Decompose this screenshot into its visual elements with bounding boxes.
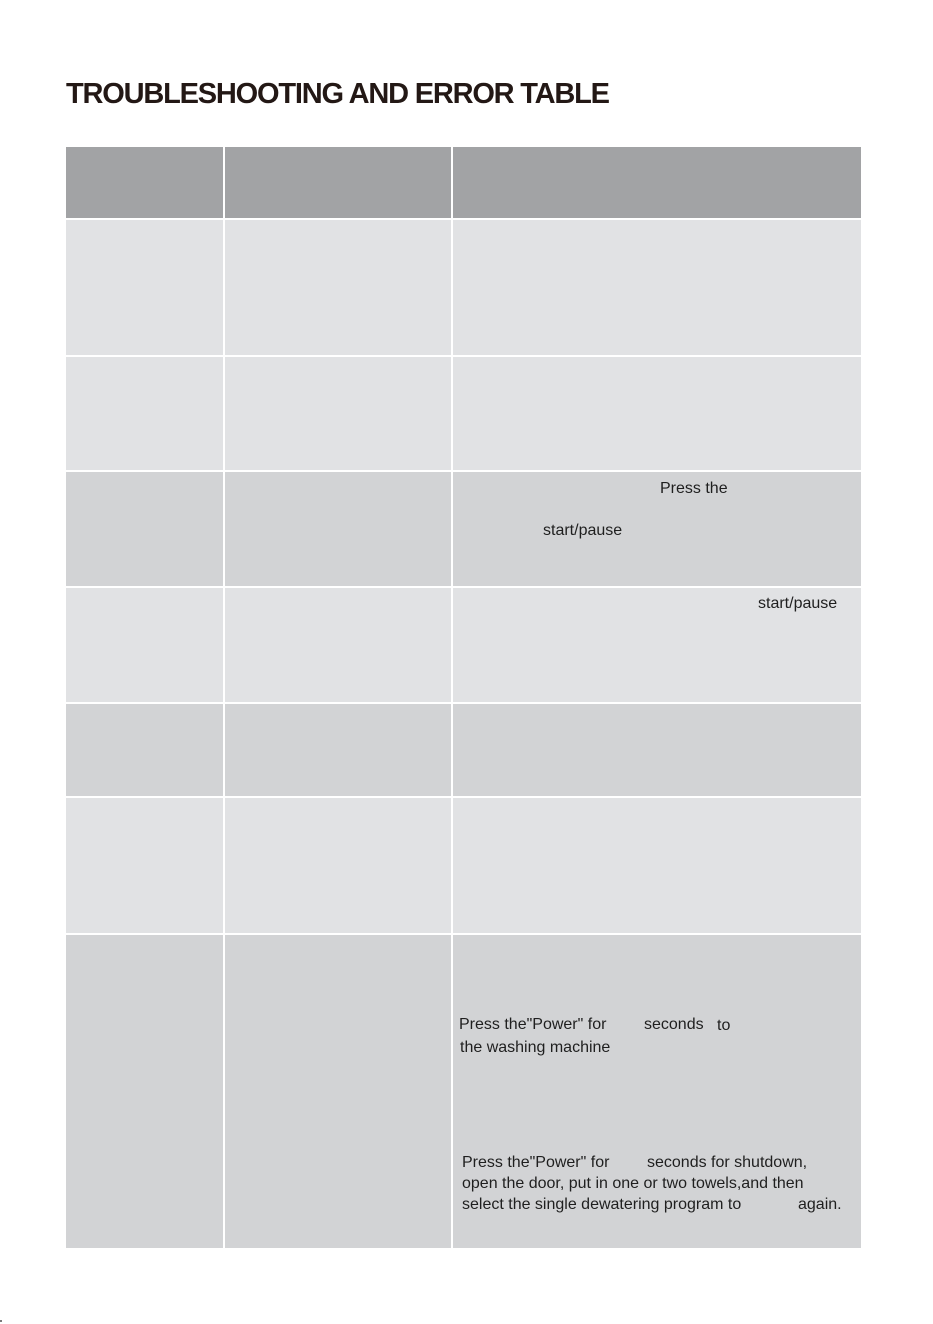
table-cell-solution [453, 472, 861, 588]
table-cell-code [66, 472, 225, 588]
page-corner-mark [0, 1320, 2, 1322]
solution-text-fragment: seconds [644, 1016, 704, 1033]
table-cell-cause [225, 357, 453, 472]
table-cell-cause [225, 935, 453, 1250]
table-cell-solution [453, 220, 861, 357]
solution-text-fragment: to [717, 1017, 731, 1034]
solution-text-fragment: Press the"Power" for [462, 1154, 610, 1171]
table-cell-code [66, 588, 225, 704]
table-cell-code [66, 220, 225, 357]
page-title: TROUBLESHOOTING AND ERROR TABLE [66, 78, 609, 110]
table-cell-code [66, 357, 225, 472]
solution-text-fragment: the washing machine [460, 1039, 611, 1056]
header-cell-error [66, 147, 225, 220]
table-cell-cause [225, 472, 453, 588]
table-cell-cause [225, 220, 453, 357]
table-cell-code [66, 798, 225, 935]
troubleshooting-table [66, 147, 861, 1250]
table-cell-solution [453, 798, 861, 935]
header-cell-solution [453, 147, 861, 220]
header-cell-cause [225, 147, 453, 220]
table-cell-cause [225, 704, 453, 798]
solution-text-fragment: open the door, put in one or two towels,and then [462, 1175, 804, 1192]
solution-text-fragment: again. [798, 1196, 842, 1213]
solution-text-fragment: start/pause [543, 522, 623, 539]
solution-text-fragment: seconds for shutdown, [647, 1154, 808, 1171]
table-cell-cause [225, 588, 453, 704]
table-cell-solution [453, 704, 861, 798]
table-cell-solution [453, 935, 861, 1250]
table-cell-code [66, 935, 225, 1250]
table-cell-code [66, 704, 225, 798]
solution-text-fragment: start/pause [758, 595, 838, 612]
solution-text-fragment: Press the"Power" for [459, 1016, 607, 1033]
table-cell-cause [225, 798, 453, 935]
solution-text-fragment: select the single dewatering program to [462, 1196, 742, 1213]
table-cell-solution [453, 588, 861, 704]
solution-text-fragment: Press the [660, 480, 728, 497]
table-cell-solution [453, 357, 861, 472]
